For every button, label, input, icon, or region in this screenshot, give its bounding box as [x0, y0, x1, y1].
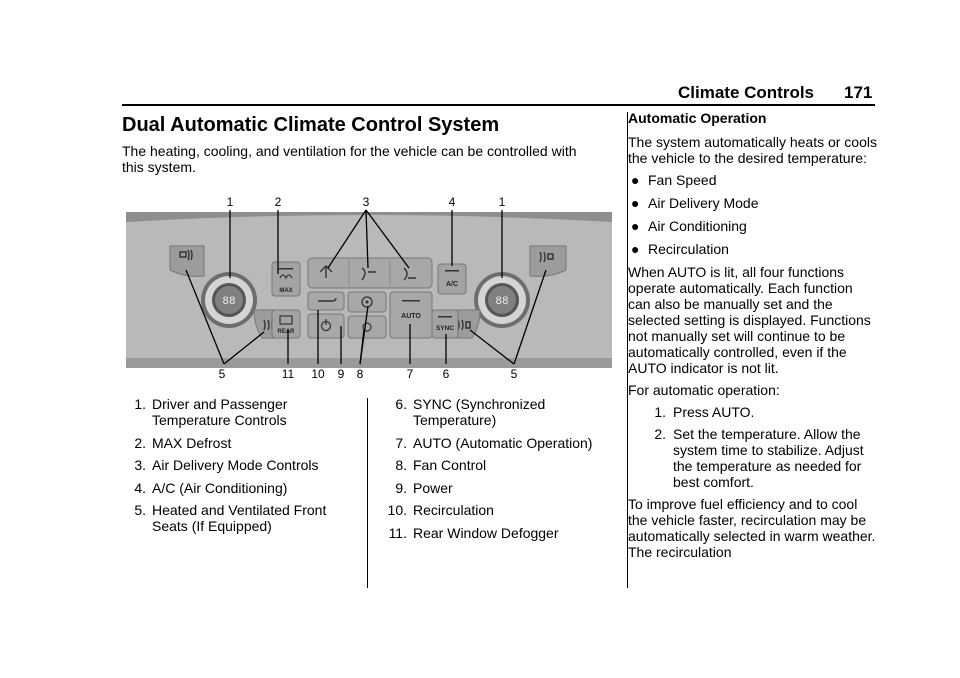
callout-bottom-9: 9: [337, 367, 345, 380]
paragraph: To improve fuel efficiency and to cool the vehicle faster, recirculation may be automatically selected in warm weather. The recirculation: [628, 496, 876, 560]
callout-bottom-11: 11: [281, 367, 295, 380]
max-label: MAX: [279, 288, 293, 294]
legend-item: 1. Driver and Passenger Temperature Controls: [134, 396, 288, 428]
callout-top-3: 3: [362, 195, 370, 209]
running-header-title: Climate Controls: [678, 83, 815, 102]
legend-item: 10. Recirculation: [387, 502, 494, 518]
auto-button: [390, 292, 432, 338]
power-button: [308, 314, 344, 338]
function-bullet-list: [628, 172, 878, 257]
legend-list-left: [134, 396, 357, 541]
right-temperature-knob: [474, 272, 530, 328]
legend-item: 7. AUTO (Automatic Operation): [395, 434, 593, 451]
legend-item: 3. Air Delivery Mode Controls: [134, 457, 319, 473]
step-item: 1. Press AUTO.: [654, 404, 755, 420]
automatic-operation-column: [628, 110, 878, 566]
rear-defog-button: [272, 310, 300, 338]
subsection-heading: Automatic Operation: [628, 110, 767, 126]
callout-top-2: 2: [274, 195, 282, 209]
callout-bottom-8: 8: [356, 367, 364, 380]
callout-bottom-5: 5: [218, 367, 226, 380]
header-rule: [122, 104, 875, 106]
legend-item: 11. Rear Window Defogger: [388, 524, 559, 541]
legend-item: 5. Heated and Ventilated Front Seats (If Equipped): [134, 502, 327, 534]
legend-item: 4. A/C (Air Conditioning): [134, 479, 288, 496]
callout-bottom-10: 10: [311, 367, 325, 380]
callout-top-4: 4: [448, 195, 456, 209]
right-temp-readout: 88: [495, 296, 509, 308]
fan-down-button: [348, 316, 386, 338]
column-divider-legend: [367, 398, 368, 588]
bullet-item: ● Recirculation: [631, 241, 729, 257]
bullet-item: ● Fan Speed: [631, 172, 717, 188]
callout-top-1: 1: [226, 195, 234, 209]
callout-bottom-7: 7: [406, 367, 414, 380]
left-temperature-knob: [201, 272, 257, 328]
steps-list: [628, 404, 878, 490]
max-defrost-button: [272, 262, 300, 296]
left-temp-readout: 88: [222, 296, 236, 308]
ac-button: [438, 264, 466, 294]
legend-item: 2. MAX Defrost: [134, 434, 232, 451]
auto-label: AUTO: [401, 313, 421, 320]
section-title: Dual Automatic Climate Control System: [122, 114, 500, 136]
sync-button: [432, 310, 458, 338]
paragraph: When AUTO is lit, all four functions operate automatically. Each function can also be manually set and the selected setting is displayed. Functions not manually set will continue to be automatically controlled, even if the AUTO indicator is not lit.: [628, 264, 871, 376]
rear-label: REAR: [277, 329, 295, 335]
panel-bottom-trim: [126, 358, 612, 368]
bullet-item: ● Air Conditioning: [631, 218, 747, 234]
paragraph: The system automatically heats or cools the vehicle to the desired temperature:: [628, 134, 877, 166]
step-item: 2. Set the temperature. Allow the system time to stabilize. Adjust the temperature as needed for best comfort.: [654, 426, 864, 490]
legend-item: 8. Fan Control: [395, 457, 487, 473]
callout-bottom-6: 6: [442, 367, 450, 380]
intro-paragraph: The heating, cooling, and ventilation for the vehicle can be controlled with this system.: [122, 143, 577, 175]
legend-item: 6. SYNC (Synchronized Temperature): [395, 396, 546, 428]
legend-list-right: [387, 396, 618, 547]
callout-bottom-5b: 5: [510, 367, 518, 380]
paragraph: For automatic operation:: [628, 382, 780, 398]
ac-label: A/C: [445, 281, 459, 288]
climate-control-figure: [122, 188, 614, 380]
bullet-item: ● Air Delivery Mode: [631, 195, 759, 211]
air-delivery-mode-buttons: [308, 258, 432, 288]
page-number: 171: [844, 83, 873, 102]
climate-panel-illustration: [122, 188, 614, 380]
recirculation-button: [308, 292, 344, 310]
callout-top-1b: 1: [498, 195, 506, 209]
legend-item: 9. Power: [395, 479, 453, 496]
right-seat-button-top: [530, 246, 566, 276]
sync-label: SYNC: [435, 325, 455, 332]
